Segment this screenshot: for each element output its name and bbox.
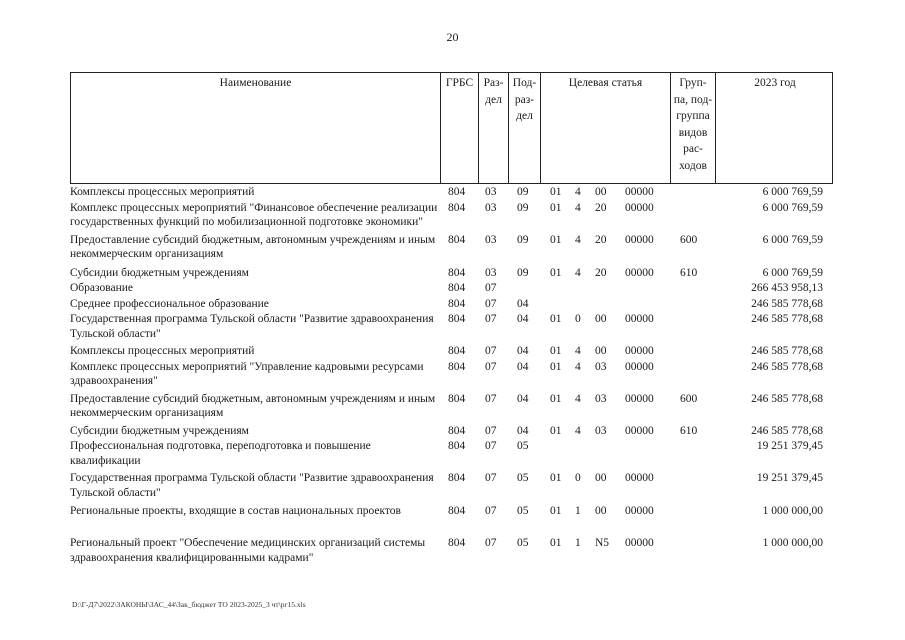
row-podrazdel: 04 [517,360,529,373]
row-grbs: 804 [448,472,466,484]
row-amount: 246 585 778,68 [751,345,823,357]
row-target-3: 00 [595,313,607,325]
row-grbs: 804 [448,313,466,325]
row-target-4: 00000 [625,313,654,325]
row-target-2: 1 [575,537,581,549]
table-row [70,297,833,312]
header-expense-type [671,73,716,183]
row-target-4: 00000 [625,233,654,246]
row-target-1: 01 [550,505,562,517]
row-target-2: 0 [575,472,581,484]
row-razdel: 07 [485,472,497,484]
row-name: Государственная программа Тульской области "Развитие здравоохранения Тульской области" [70,313,434,340]
row-podrazdel: 09 [517,186,529,198]
header-vid-line: па, под- [673,93,713,106]
row-podrazdel: 05 [517,440,529,452]
row-name: Региональный проект "Обеспечение медицинских организаций системы здравоохранения квалифицированными кадрами" [70,537,426,564]
row-razdel: 03 [485,266,497,279]
row-target-4: 00000 [625,360,654,373]
row-podrazdel: 04 [517,424,529,437]
row-razdel: 07 [485,282,497,294]
row-amount: 246 585 778,68 [751,392,823,405]
page-number: 20 [446,30,459,44]
row-podrazdel: 05 [517,537,529,549]
row-target-1: 01 [550,201,562,214]
row-grbs: 804 [448,282,466,294]
row-podrazdel: 04 [517,297,529,310]
header-razdel [479,73,509,183]
table-row [70,424,833,439]
row-grbs: 804 [448,186,466,198]
row-target-4: 00000 [625,537,654,549]
row-target-3: 00 [595,505,607,517]
table-row [70,392,833,421]
row-target-1: 01 [550,537,562,549]
row-name: Комплекс процессных мероприятий "Управление кадровыми ресурсами здравоохранения" [70,360,424,387]
header-razdel-line: дел [485,93,502,106]
table-row [70,312,833,341]
row-amount: 246 585 778,68 [751,360,823,373]
header-podrazdel-line: раз- [514,93,535,106]
file-path-footer: D:\Г-Д7\2022\ЗАКОНЫ\ЗАС_44\Зак_бюджет ТО 2023-2025_3 чт\рг15.xls [72,600,306,609]
row-expense-type: 600 [680,233,698,246]
row-name: Субсидии бюджетным учреждениям [70,266,249,279]
row-grbs: 804 [448,360,466,373]
row-name: Комплекс процессных мероприятий "Финансовое обеспечение реализации государственных функций по мобилизационной подготовке экономики" [70,201,438,228]
row-target-4: 00000 [625,472,654,484]
row-amount: 19 251 379,45 [756,440,823,452]
row-target-2: 0 [575,313,581,325]
row-amount: 246 585 778,68 [751,424,823,437]
row-podrazdel: 05 [517,505,529,517]
table-header [70,72,833,184]
table-row [70,471,833,500]
row-target-3: 03 [595,392,607,405]
row-grbs: 804 [448,201,466,214]
header-name: Наименование [71,73,441,183]
row-target-2: 4 [575,233,581,246]
row-target-2: 4 [575,186,581,198]
row-razdel: 07 [485,537,497,549]
row-amount: 6 000 769,59 [762,233,823,246]
table-row [70,344,833,359]
row-target-1: 01 [550,424,562,437]
table-row [70,266,833,281]
row-name: Субсидии бюджетным учреждениям [70,424,249,437]
row-target-2: 4 [575,424,581,437]
row-target-3: 20 [595,201,607,214]
row-amount: 266 453 958,13 [751,282,823,294]
row-grbs: 804 [448,505,466,517]
header-vid-line: группа [676,110,710,122]
row-razdel: 07 [485,440,497,452]
row-target-1: 01 [550,186,562,198]
header-vid-line: Груп- [679,77,707,89]
row-target-1: 01 [550,345,562,357]
row-name: Среднее профессиональное образование [70,297,269,310]
row-podrazdel: 09 [517,266,529,279]
row-amount: 1 000 000,00 [762,505,823,517]
row-razdel: 03 [485,233,497,246]
row-grbs: 804 [448,440,466,452]
table-row [70,281,833,296]
row-podrazdel: 09 [517,201,529,214]
header-vid-line: рас- [683,143,703,155]
row-razdel: 07 [485,313,497,325]
row-target-4: 00000 [625,186,654,198]
table-row [70,439,833,468]
header-vid-line: ходов [679,159,707,172]
row-target-4: 00000 [625,424,654,437]
header-vid-line: видов [678,126,708,139]
header-razdel-line: Раз- [483,77,504,89]
row-target-3: 00 [595,472,607,484]
row-target-1: 01 [550,266,562,279]
row-razdel: 07 [485,505,497,517]
table-row [70,201,833,230]
row-grbs: 804 [448,266,466,279]
row-razdel: 03 [485,201,497,214]
row-target-3: 03 [595,360,607,373]
row-target-3: 20 [595,233,607,246]
row-name: Предоставление субсидий бюджетным, автономным учреждениям и иным некоммерческим организациям [70,233,436,260]
row-razdel: 07 [485,297,497,310]
row-name: Региональные проекты, входящие в состав национальных проектов [70,505,401,517]
row-target-2: 4 [575,266,581,279]
row-grbs: 804 [448,537,466,549]
row-target-1: 01 [550,360,562,373]
row-target-2: 4 [575,201,581,214]
row-razdel: 07 [485,424,497,437]
header-podrazdel-line: Под- [512,77,537,89]
header-target-article: Целевая статья [541,73,671,183]
table-row [70,185,833,200]
row-podrazdel: 04 [517,345,529,357]
row-razdel: 03 [485,186,497,198]
row-expense-type: 600 [680,392,698,405]
row-amount: 246 585 778,68 [751,313,823,325]
row-target-3: 00 [595,186,607,198]
row-name: Образование [70,282,134,294]
header-podrazdel-line: дел [516,110,533,122]
row-target-4: 00000 [625,392,654,405]
row-target-3: 00 [595,345,607,357]
row-podrazdel: 04 [517,313,529,325]
header-grbs: ГРБС [441,73,479,183]
row-podrazdel: 04 [517,392,529,405]
table-row [70,360,833,389]
row-grbs: 804 [448,297,466,310]
row-expense-type: 610 [680,266,698,279]
row-target-4: 00000 [625,345,654,357]
row-target-3: N5 [595,537,610,549]
row-name: Государственная программа Тульской области "Развитие здравоохранения Тульской области" [70,472,434,499]
row-target-4: 00000 [625,201,654,214]
row-amount: 1 000 000,00 [762,537,823,549]
row-target-1: 01 [550,472,562,484]
row-razdel: 07 [485,392,497,405]
table-row [70,233,833,262]
row-target-3: 03 [595,424,607,437]
row-expense-type: 610 [680,424,698,437]
table-row [70,536,833,565]
table-row [70,504,833,536]
row-amount: 6 000 769,59 [762,186,823,198]
row-grbs: 804 [448,233,466,246]
row-grbs: 804 [448,345,466,357]
table-body [70,185,833,565]
row-target-2: 4 [575,392,581,405]
row-podrazdel: 05 [517,472,529,484]
row-amount: 246 585 778,68 [751,297,823,310]
row-target-1: 01 [550,313,562,325]
row-razdel: 07 [485,345,497,357]
row-target-2: 4 [575,345,581,357]
row-amount: 19 251 379,45 [756,472,823,484]
row-target-1: 01 [550,392,562,405]
row-target-1: 01 [550,233,562,246]
row-amount: 6 000 769,59 [762,201,823,214]
header-podrazdel [509,73,541,183]
row-grbs: 804 [448,424,466,437]
row-name: Предоставление субсидий бюджетным, автономным учреждениям и иным некоммерческим организациям [70,392,436,419]
row-name: Профессиональная подготовка, переподготовка и повышение квалификации [70,440,371,467]
header-year: 2023 год [754,77,796,89]
row-target-2: 4 [575,360,581,373]
row-target-4: 00000 [625,266,654,279]
row-grbs: 804 [448,392,466,405]
row-target-3: 20 [595,266,607,279]
row-razdel: 07 [485,360,497,373]
row-name: Комплексы процессных мероприятий [70,345,255,357]
row-amount: 6 000 769,59 [762,266,823,279]
row-target-2: 1 [575,505,581,517]
row-target-4: 00000 [625,505,654,517]
row-name: Комплексы процессных мероприятий [70,186,255,198]
row-podrazdel: 09 [517,233,529,246]
